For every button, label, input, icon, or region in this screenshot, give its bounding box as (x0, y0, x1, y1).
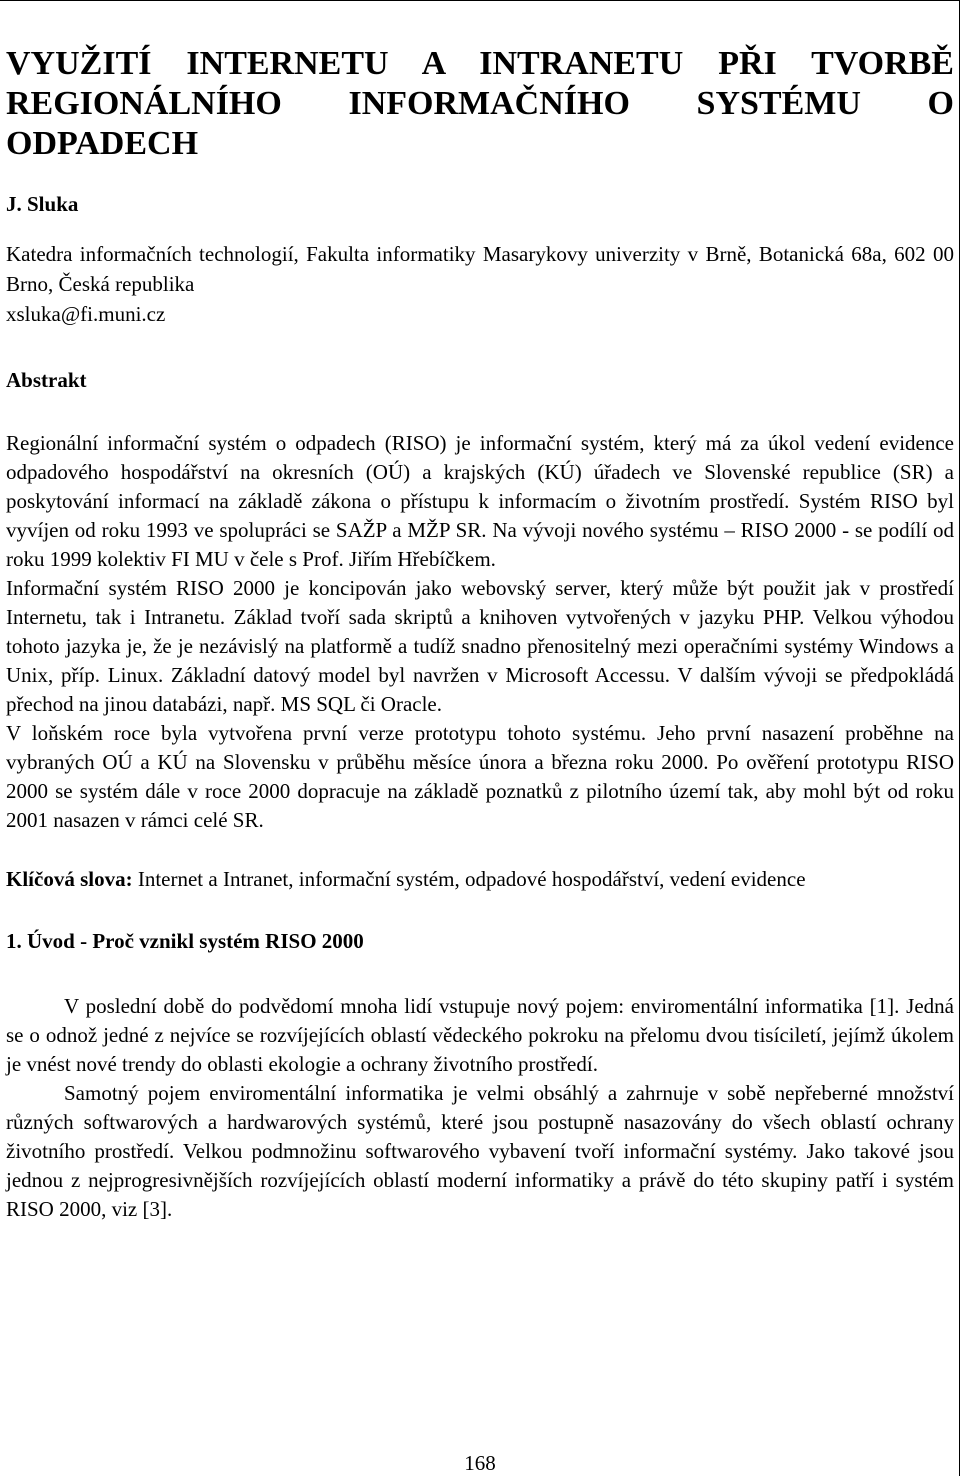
abstract-paragraph: Informační systém RISO 2000 je koncipován jako webovský server, který může být použit jak v prostředí Internetu, tak i Intranetu. Základ tvoří sada skriptů a knihoven vytvořených v jazyku PHP. Velkou výhodou tohoto jazyka je, že je nezávislý na platformě a tudíž snadno přenositelný mezi operačními systémy Windows a Unix, příp. Linux. Základní datový model byl navržen v Microsoft Accessu. V dalším vývoji se předpokládá přechod na jinou databázi, např. MS SQL či Oracle. (6, 576, 954, 716)
affiliation: Katedra informačních technologií, Fakulta informatiky Masarykovy univerzity v Brně, Botanická 68a, 602 00 Brno, Česká republika (6, 242, 954, 296)
author-email: xsluka@fi.muni.cz (6, 302, 166, 326)
section-paragraph: Samotný pojem enviromentální informatika je velmi obsáhlý a zahrnuje v sobě nepřeberné množství různých softwarových a hardwarových systémů, které jsou postupně nasazovány do všech oblastí ochrany životního prostředí. Velkou podmnožinu softwarového vybavení tvoří informační systémy. Jako takové jsou jednou z nejprogresivnějších rozvíjejících oblastí moderní informatiky a právě do této skupiny patří i systém RISO 2000, viz [3]. (6, 1081, 954, 1221)
section-body (6, 992, 954, 1224)
keywords (6, 865, 954, 894)
abstract-body (6, 429, 954, 835)
paper-body (6, 44, 954, 1224)
author: J. Sluka (6, 192, 79, 216)
abstract-paragraph: Regionální informační systém o odpadech (RISO) je informační systém, který má za úkol vedení evidence odpadového hospodářství na okresních (OÚ) a krajských (KÚ) úřadech ve Slovenské republice (SR) a poskytování informací na základě zákona o přístupu k informacím o životním prostředí. Systém RISO byl vyvíjen od roku 1993 ve spolupráci se SAŽP a MŽP SR. Na vývoji nového systému – RISO 2000 - se podílí od roku 1999 kolektiv FI MU v čele s Prof. Jiřím Hřebíčkem. (6, 431, 954, 571)
paper-title: VYUŽITÍ INTERNETU A INTRANETU PŘI TVORBĚ REGIONÁLNÍHO INFORMAČNÍHO SYSTÉMU O ODPADECH (6, 45, 954, 162)
abstract-paragraph: V loňském roce byla vytvořena první verze prototypu tohoto systému. Jeho první nasazení proběhne na vybraných OÚ a KÚ na Slovensku v průběhu měsíce února a března roku 2000. Po ověření prototypu RISO 2000 se systém dále v roce 2000 dopracuje na základě poznatků z pilotního území tak, aby mohl být od roku 2001 nasazen v rámci celé SR. (6, 721, 954, 832)
section-heading: 1. Úvod - Proč vznikl systém RISO 2000 (6, 929, 364, 953)
page-number: 168 (464, 1451, 496, 1475)
keywords-text: Internet a Intranet, informační systém, odpadové hospodářství, vedení evidence (137, 867, 806, 891)
abstract-heading: Abstrakt (6, 368, 87, 392)
keywords-label: Klíčová slova: (6, 867, 133, 891)
top-rule (0, 0, 960, 1)
section-paragraph: V poslední době do podvědomí mnoha lidí vstupuje nový pojem: enviromentální informatika [1]. Jedná se o odnož jedné z nejvíce se rozvíjejících oblastí vědeckého pokroku na přelomu dvou tisíciletí, jejímž úkolem je vnést nové trendy do oblasti ekologie a ochrany životního prostředí. (6, 994, 954, 1076)
